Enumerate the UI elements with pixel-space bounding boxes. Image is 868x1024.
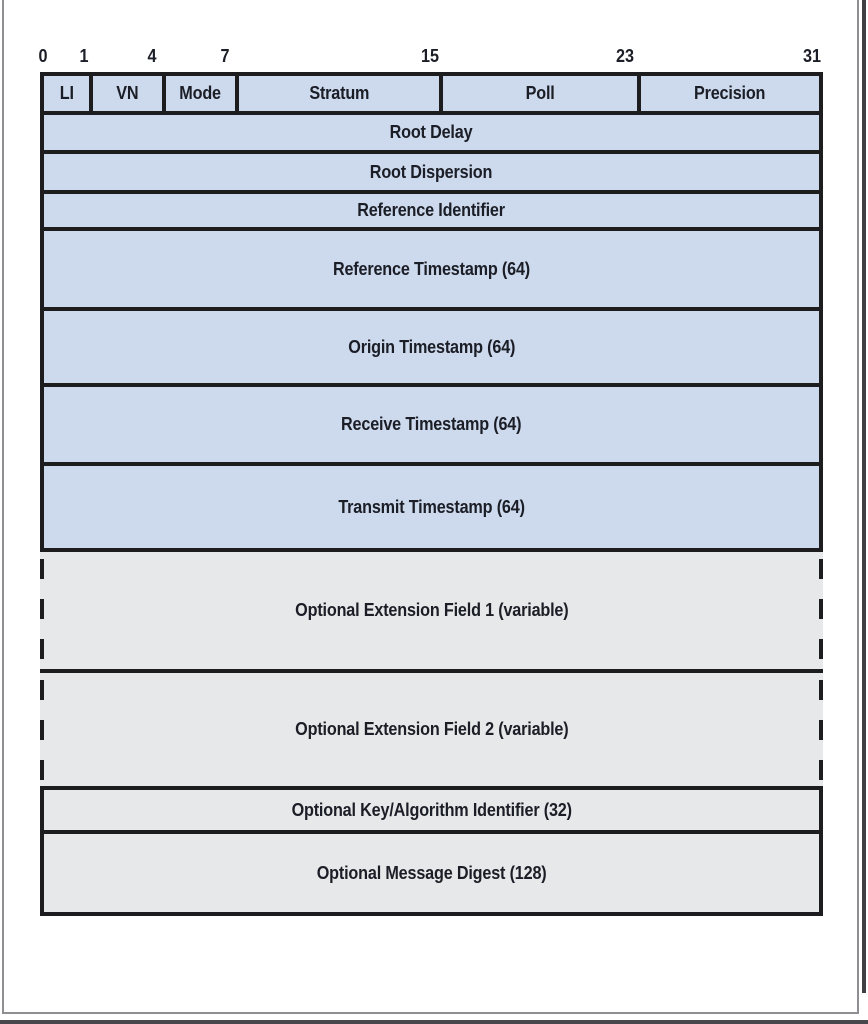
field-poll-label: Poll (525, 83, 555, 103)
row-optional-extension-1-label: Optional Extension Field 1 (variable) (294, 600, 569, 620)
row-receive-timestamp (40, 383, 823, 462)
row-optional-extension-1 (40, 548, 823, 669)
row-optional-key-algorithm (40, 786, 823, 830)
bit-label: 7 (220, 46, 230, 66)
row-root-dispersion (40, 150, 823, 190)
bit-ruler (40, 44, 823, 72)
page-border-right (857, 0, 859, 1013)
bit-label: 31 (802, 46, 822, 66)
row-header-fields (40, 72, 823, 111)
field-precision (637, 76, 819, 111)
field-mode (162, 76, 235, 111)
row-receive-timestamp-label: Receive Timestamp (64) (341, 414, 522, 434)
bit-label: 23 (615, 46, 635, 66)
packet-table (40, 72, 823, 916)
field-vn-label: VN (116, 83, 139, 103)
row-reference-identifier-label: Reference Identifier (357, 200, 506, 220)
row-reference-timestamp-label: Reference Timestamp (64) (332, 258, 531, 279)
row-optional-key-algorithm-label: Optional Key/Algorithm Identifier (32) (291, 799, 572, 820)
row-optional-message-digest-label: Optional Message Digest (128) (316, 862, 547, 883)
row-origin-timestamp (40, 307, 823, 383)
bit-label: 15 (420, 46, 440, 66)
row-optional-extension-2 (40, 669, 823, 786)
row-root-dispersion-label: Root Dispersion (370, 161, 493, 182)
field-li-label: LI (59, 83, 74, 103)
ntp-packet-diagram (40, 44, 823, 916)
field-stratum (235, 76, 439, 111)
row-reference-timestamp (40, 227, 823, 307)
field-vn (89, 76, 162, 111)
row-root-delay (40, 111, 823, 150)
bit-label: 4 (147, 46, 157, 66)
bit-label: 1 (79, 46, 89, 66)
page-edge-bottom (0, 1020, 868, 1024)
field-poll (439, 76, 637, 111)
page-border-bottom (2, 1012, 859, 1014)
field-mode-label: Mode (179, 83, 222, 103)
row-transmit-timestamp-label: Transmit Timestamp (64) (338, 496, 525, 517)
row-optional-extension-2-label: Optional Extension Field 2 (variable) (294, 719, 569, 739)
row-root-delay-label: Root Delay (390, 122, 473, 142)
field-li (44, 76, 89, 111)
bit-label: 0 (38, 46, 48, 66)
row-transmit-timestamp (40, 462, 823, 548)
page-border-left (2, 0, 4, 1013)
row-optional-message-digest (40, 830, 823, 916)
page-edge-right (862, 0, 866, 993)
row-reference-identifier (40, 190, 823, 227)
field-stratum-label: Stratum (309, 83, 369, 103)
row-origin-timestamp-label: Origin Timestamp (64) (348, 336, 515, 357)
field-precision-label: Precision (694, 83, 766, 103)
